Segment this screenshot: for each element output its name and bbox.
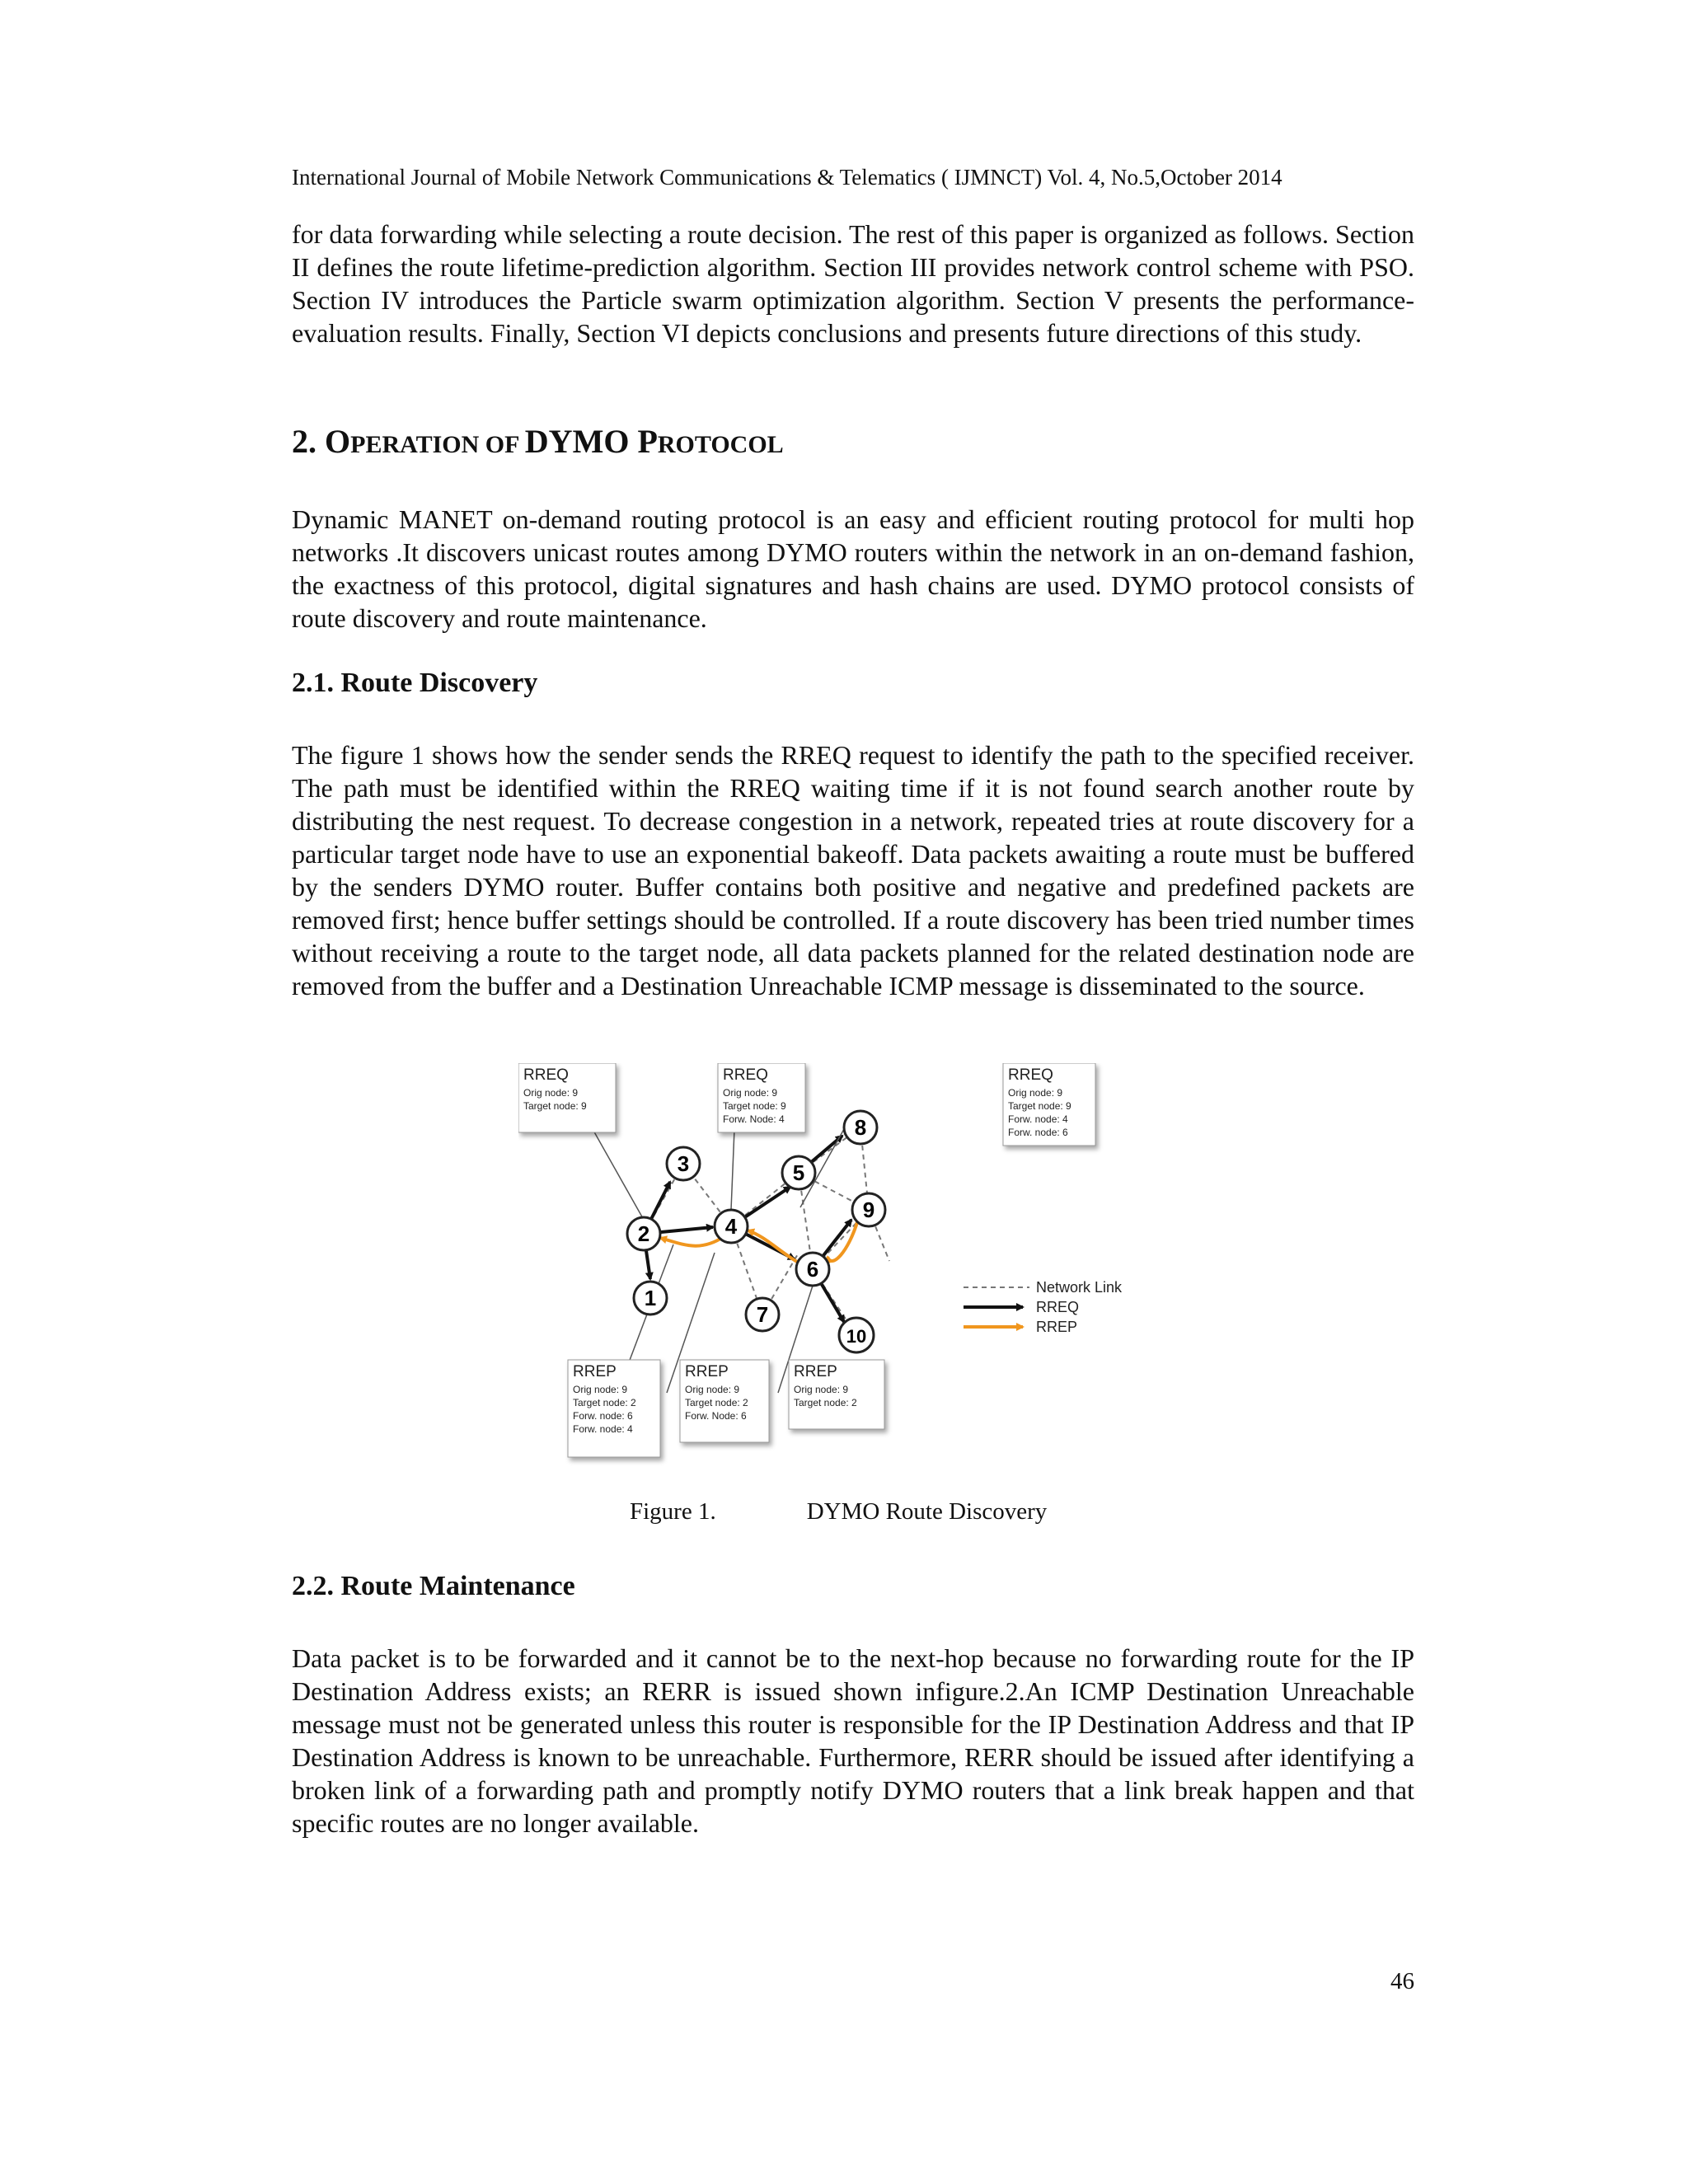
page-number: 46	[1390, 1968, 1414, 1994]
node-5	[782, 1156, 815, 1189]
node-6	[796, 1253, 829, 1286]
svg-text:Forw. node: 4: Forw. node: 4	[1008, 1113, 1068, 1125]
svg-text:RREP: RREP	[794, 1363, 837, 1380]
section-2-2-title: 2.2. Route Maintenance	[292, 1571, 575, 1601]
svg-text:5: 5	[792, 1160, 805, 1185]
svg-text:Forw. Node: 6: Forw. Node: 6	[685, 1410, 747, 1422]
node-4	[715, 1210, 748, 1243]
section-2-2-paragraph: Data packet is to be forwarded and it cannot be to the next-hop because no forwarding route for the IP Destination Address exists; an RERR is issued shown infigure.2.An ICMP Destination Unreachable message must not be generated unless this router is responsible for the IP Destination Address and that IP Destination Address is known to be unreachable. Furthermore, RERR should be issued after identifying a broken link of a forwarding path and promptly notify DYMO routers that a link break happen and that specific routes are no longer available.	[292, 1643, 1414, 1838]
section-2-title: 2. OPERATION OF DYMO PROTOCOL	[292, 423, 784, 460]
svg-text:Orig node: 9: Orig node: 9	[794, 1384, 849, 1395]
section-2-1-title: 2.1. Route Discovery	[292, 668, 538, 698]
node-8	[844, 1111, 877, 1144]
svg-text:Orig node: 9: Orig node: 9	[523, 1087, 579, 1099]
running-header: International Journal of Mobile Network Communications & Telematics ( IJMNCT) Vol. 4, No.5,October 2014	[292, 165, 1282, 190]
network-diagram	[518, 1063, 1178, 1492]
svg-text:Target node: 9: Target node: 9	[523, 1100, 587, 1112]
node-7	[746, 1298, 779, 1331]
svg-text:Orig node: 9: Orig node: 9	[1008, 1087, 1063, 1099]
section-2-1-paragraph: The figure 1 shows how the sender sends the RREQ request to identify the path to the specified receiver. The path must be identified within the RREQ waiting time if it is not found search another route by distributing the nest request. To decrease congestion in a network, repeated tries at route discovery for a particular target node have to use an exponential bakeoff. Data packets awaiting a route must be buffered by the senders DYMO router. Buffer contains both positive and negative and predefined packets are removed first; hence buffer settings should be controlled. If a route discovery has been tried number times without receiving a route to the target node, all data packets planned for the related destination node are removed from the buffer and a Destination Unreachable ICMP message is disseminated to the source.	[292, 740, 1414, 1001]
svg-text:Orig node: 9: Orig node: 9	[573, 1384, 628, 1395]
svg-text:Forw. node: 6: Forw. node: 6	[1008, 1127, 1068, 1138]
svg-text:RREP: RREP	[573, 1363, 617, 1380]
node-10	[839, 1318, 874, 1352]
svg-text:RREP: RREP	[685, 1363, 729, 1380]
svg-text:Network Link: Network Link	[1036, 1279, 1123, 1296]
svg-text:8: 8	[854, 1115, 867, 1140]
svg-text:Orig node: 9: Orig node: 9	[685, 1384, 740, 1395]
figure-dymo-route-discovery	[518, 1063, 1178, 1492]
svg-text:3: 3	[677, 1151, 690, 1176]
svg-text:Target node: 9: Target node: 9	[1008, 1100, 1071, 1112]
svg-text:Target node: 9: Target node: 9	[723, 1100, 786, 1112]
svg-text:Target node: 2: Target node: 2	[573, 1397, 636, 1408]
node-3	[667, 1147, 700, 1180]
caption-text: DYMO Route Discovery	[806, 1498, 1048, 1525]
svg-text:4: 4	[724, 1214, 738, 1239]
svg-text:10: 10	[846, 1326, 867, 1347]
node-1	[634, 1282, 667, 1315]
caption-label: Figure 1.	[630, 1498, 716, 1525]
section-2-paragraph: Dynamic MANET on-demand routing protocol is an easy and efficient routing protocol for multi hop networks .It discovers unicast routes among DYMO routers within the network in an on-demand fashion, the exactness of this protocol, digital signatures and hash chains are used. DYMO protocol consists of route discovery and route maintenance.	[292, 504, 1414, 633]
legend	[964, 1279, 1123, 1335]
intro-paragraph: for data forwarding while selecting a route decision. The rest of this paper is organized as follows. Section II defines the route lifetime-prediction algorithm. Section III provides network control scheme with PSO. Section IV introduces the Particle swarm optimization algorithm. Section V presents the performance-evaluation results. Finally, Section VI depicts conclusions and presents future directions of this study.	[292, 219, 1414, 348]
svg-text:RREP: RREP	[1036, 1319, 1078, 1335]
svg-text:2: 2	[637, 1221, 650, 1246]
svg-text:9: 9	[862, 1197, 875, 1222]
svg-text:RREQ: RREQ	[1036, 1299, 1080, 1315]
node-9	[852, 1193, 885, 1226]
figure-caption	[630, 1498, 1047, 1526]
svg-text:6: 6	[806, 1257, 819, 1282]
svg-text:RREQ: RREQ	[523, 1066, 569, 1084]
svg-text:Target node: 2: Target node: 2	[685, 1397, 748, 1408]
svg-text:Forw. Node: 4: Forw. Node: 4	[723, 1113, 785, 1125]
svg-text:RREQ: RREQ	[723, 1066, 768, 1084]
svg-text:RREQ: RREQ	[1008, 1066, 1053, 1084]
svg-text:7: 7	[756, 1302, 769, 1327]
svg-text:Orig node: 9: Orig node: 9	[723, 1087, 778, 1099]
svg-text:1: 1	[644, 1286, 657, 1310]
svg-text:Target node: 2: Target node: 2	[794, 1397, 857, 1408]
svg-text:Forw. node: 4: Forw. node: 4	[573, 1423, 633, 1435]
svg-text:Forw. node: 6: Forw. node: 6	[573, 1410, 633, 1422]
node-2	[627, 1217, 660, 1250]
